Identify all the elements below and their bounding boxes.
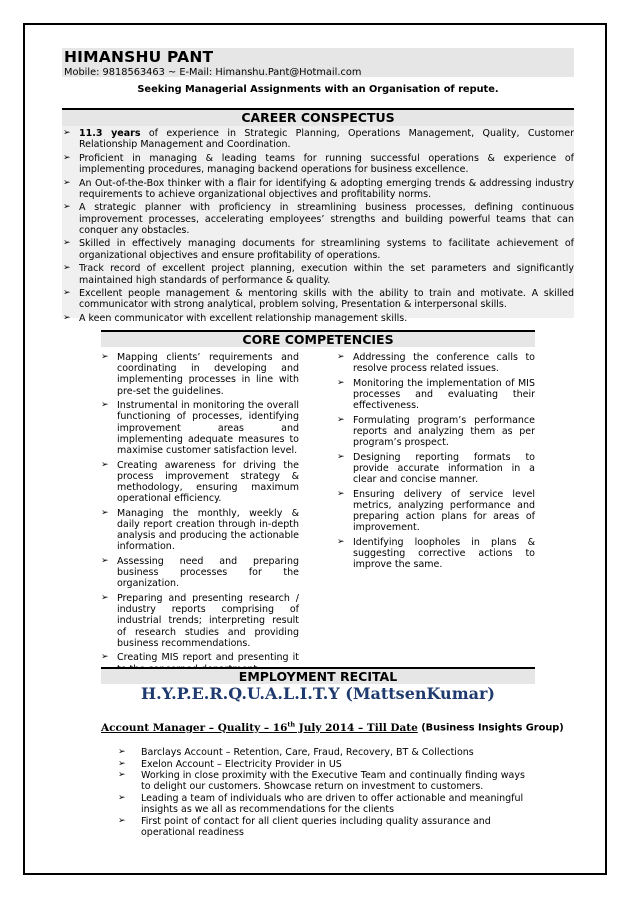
arrow-bullet-icon: ➢ [118,770,126,781]
competency-item [100,400,299,456]
competency-item-text: Identifying loopholes in plans & suggesting corrective actions to improve the same. [353,537,535,571]
competency-item-text: Managing the monthly, weekly & daily report creation through in-depth analysis and producing the actionable information. [117,507,299,553]
arrow-bullet-icon: ➢ [63,287,71,298]
career-conspectus-list [62,128,574,326]
arrow-bullet-icon: ➢ [63,312,71,323]
responsibility-item-text: Barclays Account – Retention, Care, Fraud, Recovery, BT & Collections [141,747,474,758]
responsibility-item-text: First point of contact for all client queries including quality assurance and operational readiness [141,815,491,838]
competency-item-text: Designing reporting formats to provide accurate information in a clear and concise manner. [353,451,535,486]
competencies-left-column [100,352,299,678]
responsibility-item [117,759,537,770]
responsibility-item [117,816,537,838]
conspectus-item-text: An Out-of-the-Box thinker with a flair for identifying & adopting emerging trends & addressing industry requirements to achieve organizational objectives and profitability norms. [79,177,574,200]
competency-item [100,556,299,590]
competency-item [336,489,535,534]
conspectus-item-text: Track record of excellent project planning, execution within the set parameters and significantly maintained high standards of performance & quality. [79,263,574,286]
competency-item-text: Ensuring delivery of service level metrics, analyzing performance and preparing action plans for areas of improvement. [353,488,535,534]
competency-item-text: Instrumental in monitoring the overall functioning of processes, identifying improvement areas and implementing adequate measures to maximise customer satisfaction level. [117,400,299,457]
competency-item-text: Addressing the conference calls to resolve process related issues. [353,352,535,375]
competency-item [336,537,535,571]
arrow-bullet-icon: ➢ [118,792,126,803]
responsibilities-list [117,747,537,839]
competency-item [336,415,535,449]
arrow-bullet-icon: ➢ [337,451,345,462]
arrow-bullet-icon: ➢ [337,488,345,499]
conspectus-item [62,128,574,151]
conspectus-item-text: Proficient in managing & leading teams for running successful operations & experience of implementing procedures, managing backend operations for business excellence. [79,152,574,176]
competency-item [100,460,299,505]
role-title [101,722,418,734]
arrow-bullet-icon: ➢ [63,238,71,249]
arrow-bullet-icon: ➢ [63,128,71,138]
conspectus-item [62,178,574,201]
conspectus-item-text: Excellent people management & mentoring skills with the ability to train and motivate. A skilled communicator with strong analytical, problem solving, Presentation & interpersonal skills. [79,287,574,311]
conspectus-item-text: A strategic planner with proficiency in streamlining business processes, defining continuous improvement processes, accelerating employees’ strengths and building powerful teams that can conquer any obstacles. [79,202,574,236]
arrow-bullet-icon: ➢ [101,400,109,411]
conspectus-item [62,313,574,324]
competency-item [100,593,299,649]
arrow-bullet-icon: ➢ [337,537,345,547]
competency-item [336,452,535,486]
arrow-bullet-icon: ➢ [337,377,345,388]
competency-item [100,508,299,553]
role-title-start: Account Manager – Quality – 16 [101,721,288,734]
section-title-career-conspectus: CAREER CONSPECTUS [62,108,574,126]
arrow-bullet-icon: ➢ [337,352,345,362]
arrow-bullet-icon: ➢ [118,815,126,826]
arrow-bullet-icon: ➢ [63,263,71,274]
arrow-bullet-icon: ➢ [101,459,109,470]
responsibility-item-text: Leading a team of individuals who are driven to offer actionable and meaningful insights as we all as recommendations for the clients [141,792,524,816]
competency-item-text: Formulating program’s performance reports and analyzing them as per program’s prospect. [353,414,535,449]
arrow-bullet-icon: ➢ [101,652,109,663]
competencies-right-column [336,352,535,574]
role-title-end: July 2014 – Till Date [295,721,418,734]
objective-line: Seeking Managerial Assignments with an Organisation of repute. [137,84,499,95]
conspectus-item [62,202,574,236]
arrow-bullet-icon: ➢ [63,177,71,188]
arrow-bullet-icon: ➢ [118,747,126,757]
role-date-suffix: th [287,720,296,728]
candidate-name: HIMANSHU PANT [64,48,214,66]
conspectus-item-text: Skilled in effectively managing documents for streamlining systems to facilitate achievement of organizational objectives and ensure profitability of operations. [79,238,574,261]
arrow-bullet-icon: ➢ [101,507,109,518]
responsibility-item-text: Exelon Account – Electricity Provider in US [141,758,342,770]
arrow-bullet-icon: ➢ [63,202,71,213]
responsibility-item [117,770,537,792]
conspectus-item-highlight: 11.3 years [79,128,141,139]
section-title-employment-recital: EMPLOYMENT RECITAL [101,667,535,684]
conspectus-item [62,288,574,311]
responsibility-item [117,747,537,758]
arrow-bullet-icon: ➢ [101,352,109,362]
competency-item-text: Assessing need and preparing business processes for the organization. [117,556,299,590]
competency-item-text: Monitoring the implementation of MIS processes and evaluating their effectiveness. [353,377,535,412]
arrow-bullet-icon: ➢ [101,556,109,567]
competency-item [336,378,535,412]
responsibility-item [117,793,537,815]
conspectus-item [62,238,574,261]
role-group: (Business Insights Group) [417,722,564,734]
arrow-bullet-icon: ➢ [63,152,71,163]
competency-item-text: Creating awareness for driving the process improvement strategy & methodology, ensuring maximum operational efficiency. [117,459,299,505]
competency-item [100,352,299,397]
conspectus-item [62,263,574,286]
arrow-bullet-icon: ➢ [118,758,126,769]
competency-item [336,352,535,374]
responsibility-item-text: Working in close proximity with the Executive Team and continually finding ways to delight our customers. Showcase return on investment to customers. [141,770,525,793]
competency-item-text: Mapping clients’ requirements and coordinating in developing and implementing processes in line with pre-set the guidelines. [117,352,299,397]
role-line [101,720,564,734]
conspectus-item-text: of experience in Strategic Planning, Operations Management, Quality, Customer Relationship Management and Coordination. [79,128,574,151]
arrow-bullet-icon: ➢ [337,414,345,425]
contact-line: Mobile: 9818563463 ~ E-Mail: Himanshu.Pant@Hotmail.com [64,67,362,78]
section-title-core-competencies: CORE COMPETENCIES [101,330,535,347]
conspectus-item [62,153,574,176]
competency-item-text: Creating MIS report and presenting it [117,652,299,664]
company-name: H.Y.P.E.R.Q.U.A.L.I.T.Y (MattsenKumar) [141,684,495,703]
arrow-bullet-icon: ➢ [101,593,109,604]
conspectus-item-text: A keen communicator with excellent relationship management skills. [79,312,408,324]
competency-item-text: Preparing and presenting research / industry reports comprising of industrial trends; interpreting result of research studies and providing business recommendations. [117,593,299,649]
